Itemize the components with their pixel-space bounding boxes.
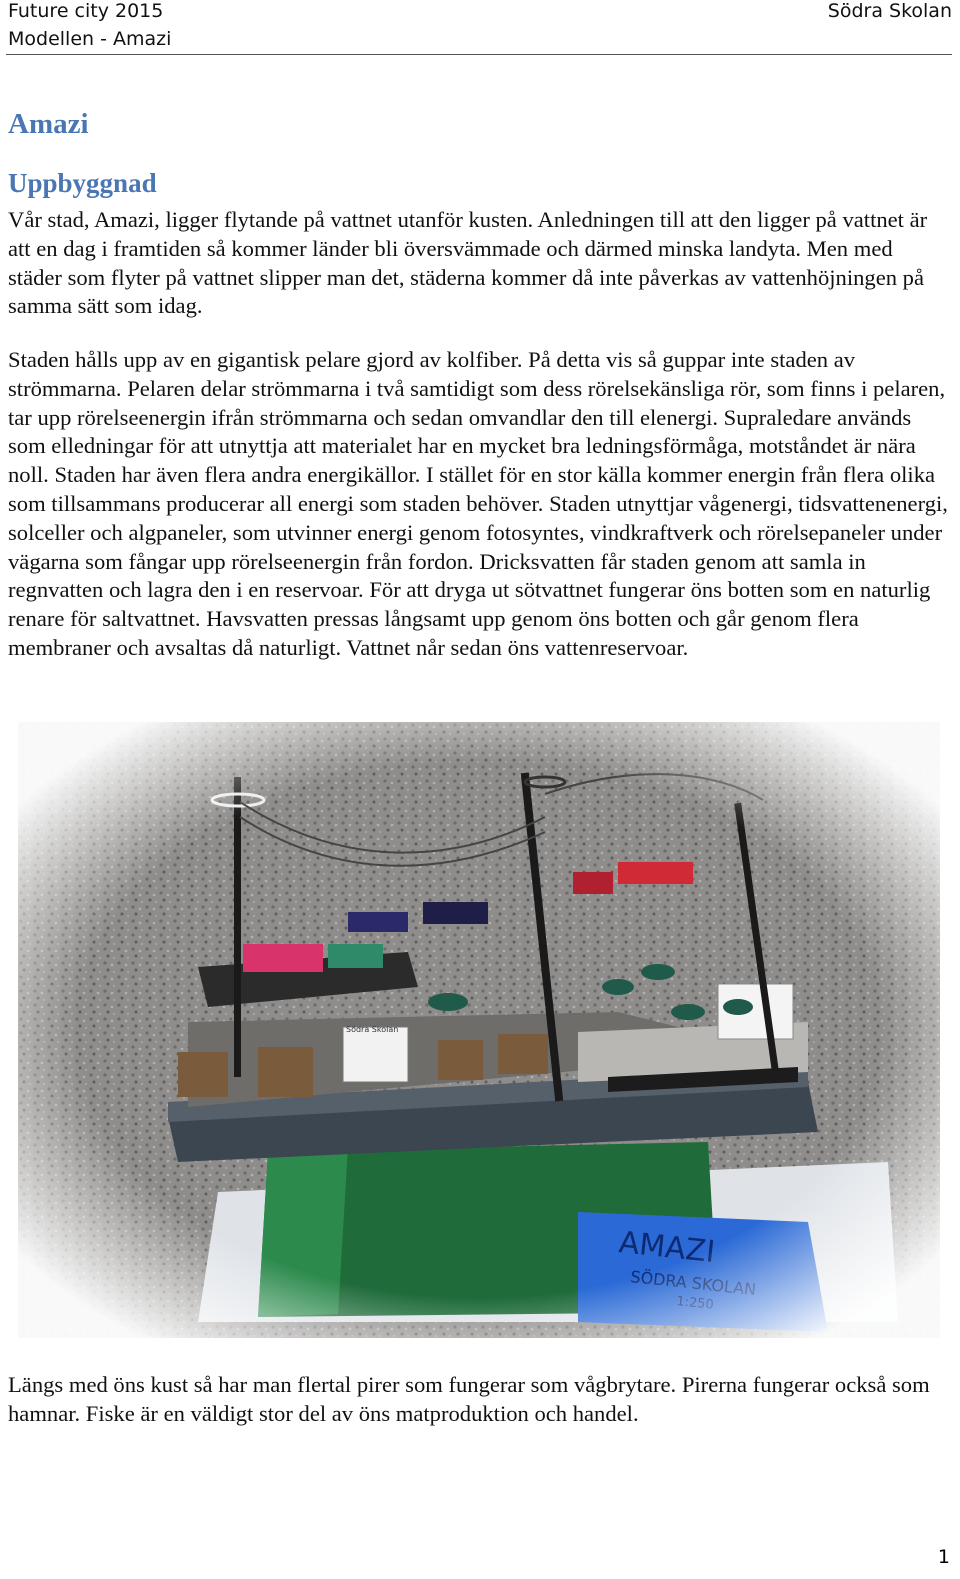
model-photo — [18, 722, 940, 1338]
header-subtitle: Modellen - Amazi — [8, 28, 172, 50]
section-heading: Uppbyggnad — [8, 168, 157, 198]
paragraph-intro: Vår stad, Amazi, ligger flytande på vattnet utanför kusten. Anledningen till att den ligger på vattnet är att en dag i framtiden så kommer länder bli översvämmade och därmed minska landyta. Men med städer som flyter på vattnet slipper man det, städerna kommer då inte påverkas av vattenhöjningen på samma sätt som idag. — [8, 207, 928, 319]
paragraph-structure: Staden hålls upp av en gigantisk pelare gjord av kolfiber. På detta vis så guppar inte staden av strömmarna. Pelaren delar strömmarna i två samtidigt som dess rörelsekänsliga rör, som finns i pelaren, tar upp rörelseenergin ifrån strömmarna och sedan omvandlar den till elenergi. Supraledare används som elledningar för att utnyttja att materialet har en mycket bra ledningsförmåga, motståndet är nära noll. Staden har även flera andra energikällor. I stället för en stor källa kommer energin från flera olika som tillsammans producerar all energi som staden behöver. Staden utnyttjar vågenergi, tidsvattenenergi, solceller och algpaneler, som utvinner energi genom fotosyntes, vindkraftverk och rörelsepaneler under vägarna som fångar upp rörelseenergin från fordon. Dricksvatten får staden genom att samla in regnvatten och lagra den i en reservoar. För att dryga ut sötvattnet fungerar öns botten som en naturlig renare för saltvattnet. Havsvatten pressas långsamt upp genom öns botten och går genom flera membraner och avsaltas då naturligt. Vattnet når sedan öns vattenreservoar. — [8, 347, 948, 660]
page-header — [6, 0, 952, 55]
document-heading: Amazi — [8, 108, 89, 140]
header-title: Future city 2015 — [8, 0, 164, 22]
paragraph-piers: Längs med öns kust så har man flertal pirer som fungerar som vågbrytare. Pirerna fungerar också som hamnar. Fiske är en väldigt stor del av öns matproduktion och handel. — [8, 1372, 930, 1426]
header-school: Södra Skolan — [827, 0, 952, 22]
page-number: 1 — [937, 1546, 950, 1568]
